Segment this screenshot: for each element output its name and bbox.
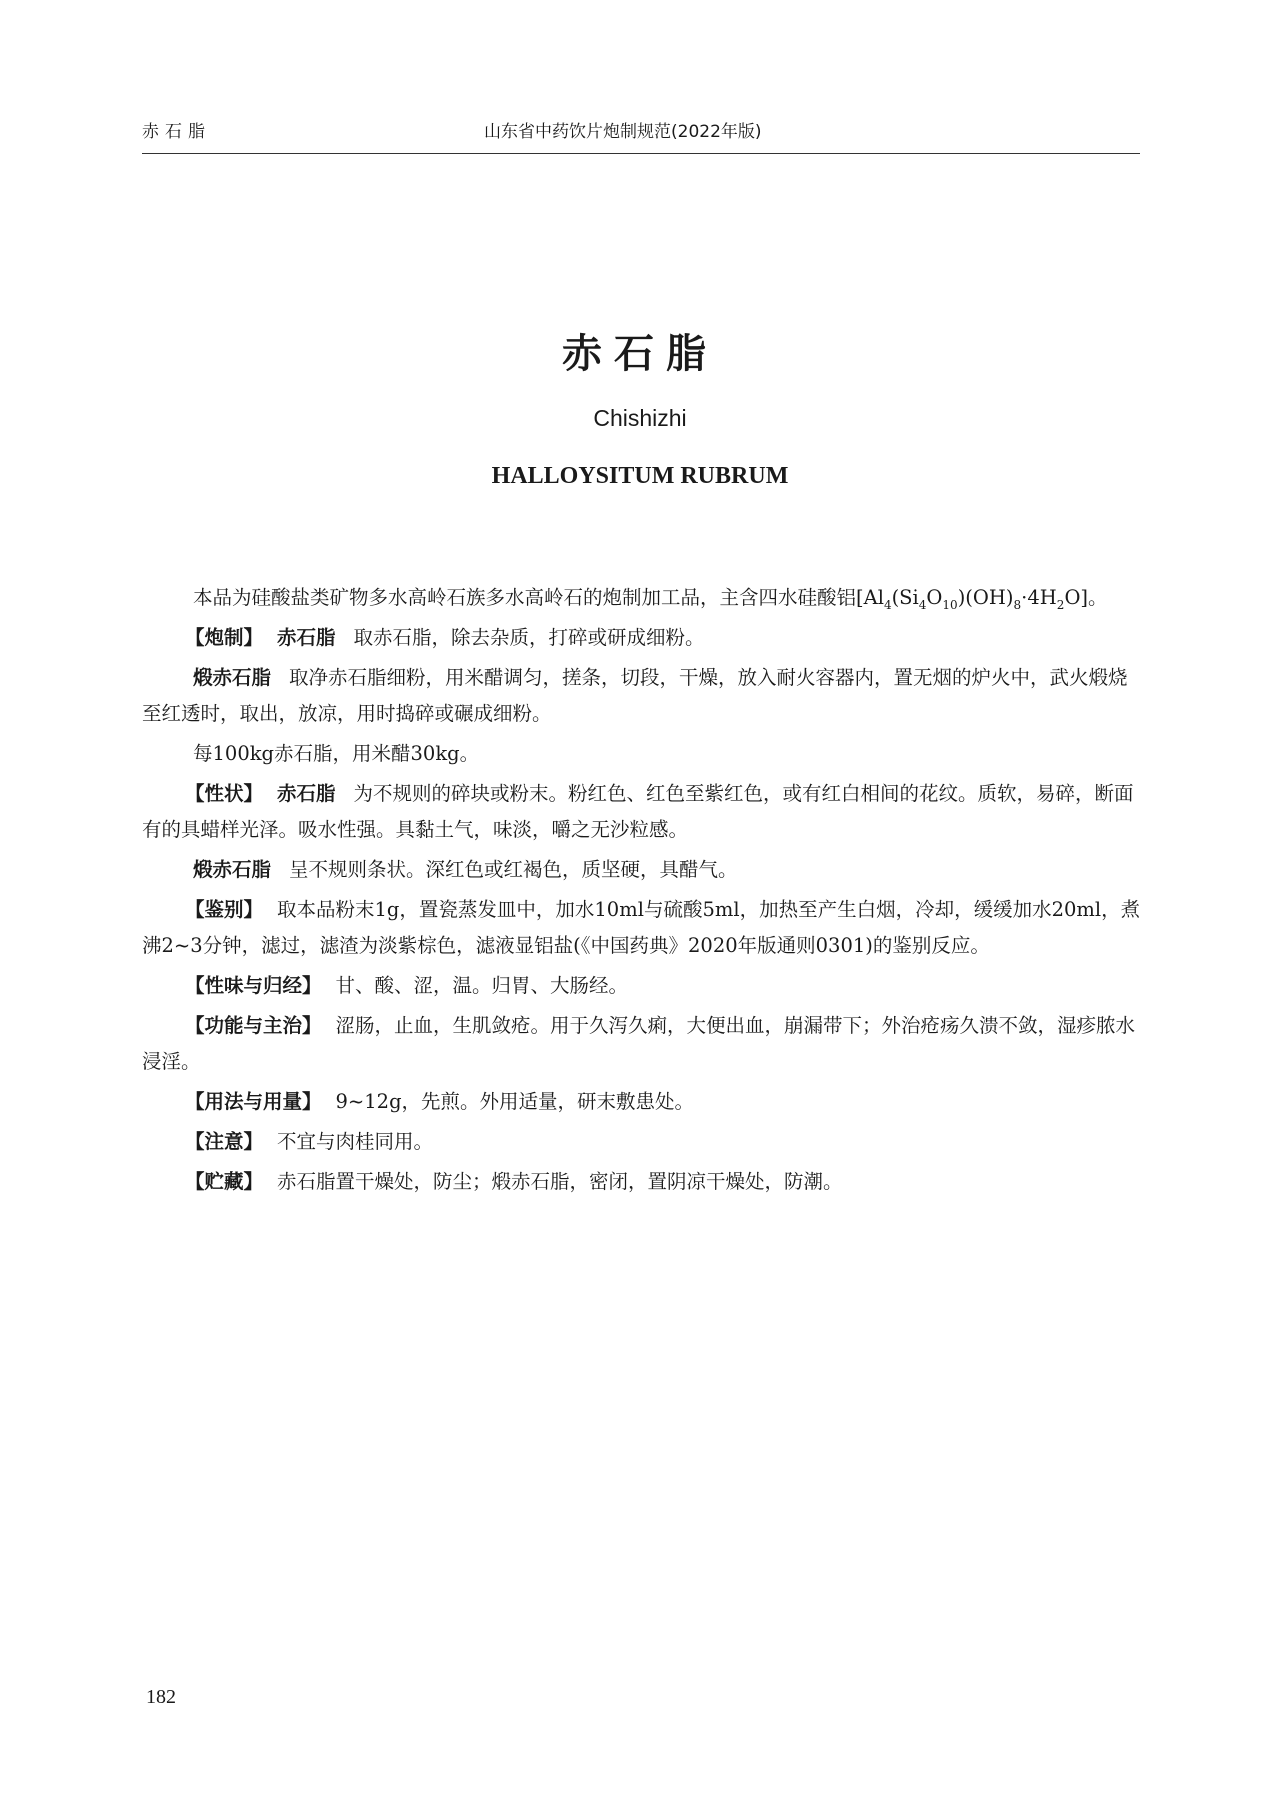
description-calcined: 煅赤石脂 呈不规则条状。深红色或红褐色，质坚硬，具醋气。: [193, 858, 738, 881]
section-heading: 【炮制】: [185, 626, 264, 649]
section-heading: 【鉴别】: [185, 898, 264, 921]
description-section: 【性状】 赤石脂 为不规则的碎块或粉末。粉红色、红色至紫红色，或有红白相间的花纹。质软，易碎，断面有的具蜡样光泽。吸水性强。具黏土气，味淡，嚼之无沙粒感。: [142, 782, 1134, 841]
function-section: 【功能与主治】 涩肠，止血，生肌敛疮。用于久泻久痢，大便出血，崩漏带下；外治疮疡久溃不敛，湿疹脓水浸淫。: [142, 1014, 1136, 1073]
identification-section: 【鉴别】 取本品粉末1g，置瓷蒸发皿中，加水10ml与硫酸5ml，加热至产生白烟，冷却，缓缓加水20ml，煮沸2~3分钟，滤过，滤渣为淡紫棕色，滤液显铝盐(《中国药典》2020年版通则0301)的鉴别反应。: [142, 898, 1141, 957]
page-header: [142, 117, 1140, 154]
section-heading: 【用法与用量】: [185, 1090, 322, 1113]
section-heading: 【性状】: [185, 782, 264, 805]
processing-ratio: 每100kg赤石脂，用米醋30kg。: [193, 742, 480, 765]
processing-section: 【炮制】 赤石脂 取赤石脂，除去杂质，打碎或研成细粉。: [185, 626, 705, 649]
subheading: 赤石脂: [277, 626, 336, 649]
book-title: 山东省中药饮片炮制规范(2022年版): [484, 122, 762, 142]
section-heading: 【性味与归经】: [185, 974, 322, 997]
dosage-section: 【用法与用量】 9~12g，先煎。外用适量，研末敷患处。: [185, 1090, 695, 1113]
monograph-latin-name: HALLOYSITUM RUBRUM: [491, 463, 789, 489]
running-title: 赤石脂: [142, 122, 211, 142]
monograph-body: [142, 580, 1142, 1204]
monograph-pinyin: Chishizhi: [593, 405, 687, 431]
intro-paragraph: 本品为硅酸盐类矿物多水高岭石族多水高岭石的炮制加工品，主含四水硅酸铝$[Al_4(Si_4O_{10})(OH)_8\cdot 4H_2O]$。: [193, 586, 1108, 612]
caution-section: 【注意】 不宜与肉桂同用。: [185, 1130, 434, 1153]
subheading: 煅赤石脂: [193, 858, 272, 881]
page-number: 182: [146, 1686, 176, 1708]
subheading: 煅赤石脂: [193, 666, 272, 689]
section-heading: 【注意】: [185, 1130, 264, 1153]
nature-section: 【性味与归经】 甘、酸、涩，温。归胃、大肠经。: [185, 974, 629, 997]
section-heading: 【功能与主治】: [185, 1014, 322, 1037]
subheading: 赤石脂: [277, 782, 336, 805]
storage-section: 【贮藏】 赤石脂置干燥处，防尘；煅赤石脂，密闭，置阴凉干燥处，防潮。: [185, 1170, 843, 1193]
processing-calcined: 煅赤石脂 取净赤石脂细粉，用米醋调匀，搓条，切段，干燥，放入耐火容器内，置无烟的炉火中，武火煅烧至红透时，取出，放凉，用时捣碎或碾成细粉。: [142, 666, 1128, 725]
monograph-title: 赤石脂: [562, 331, 718, 377]
section-heading: 【贮藏】: [185, 1170, 264, 1193]
